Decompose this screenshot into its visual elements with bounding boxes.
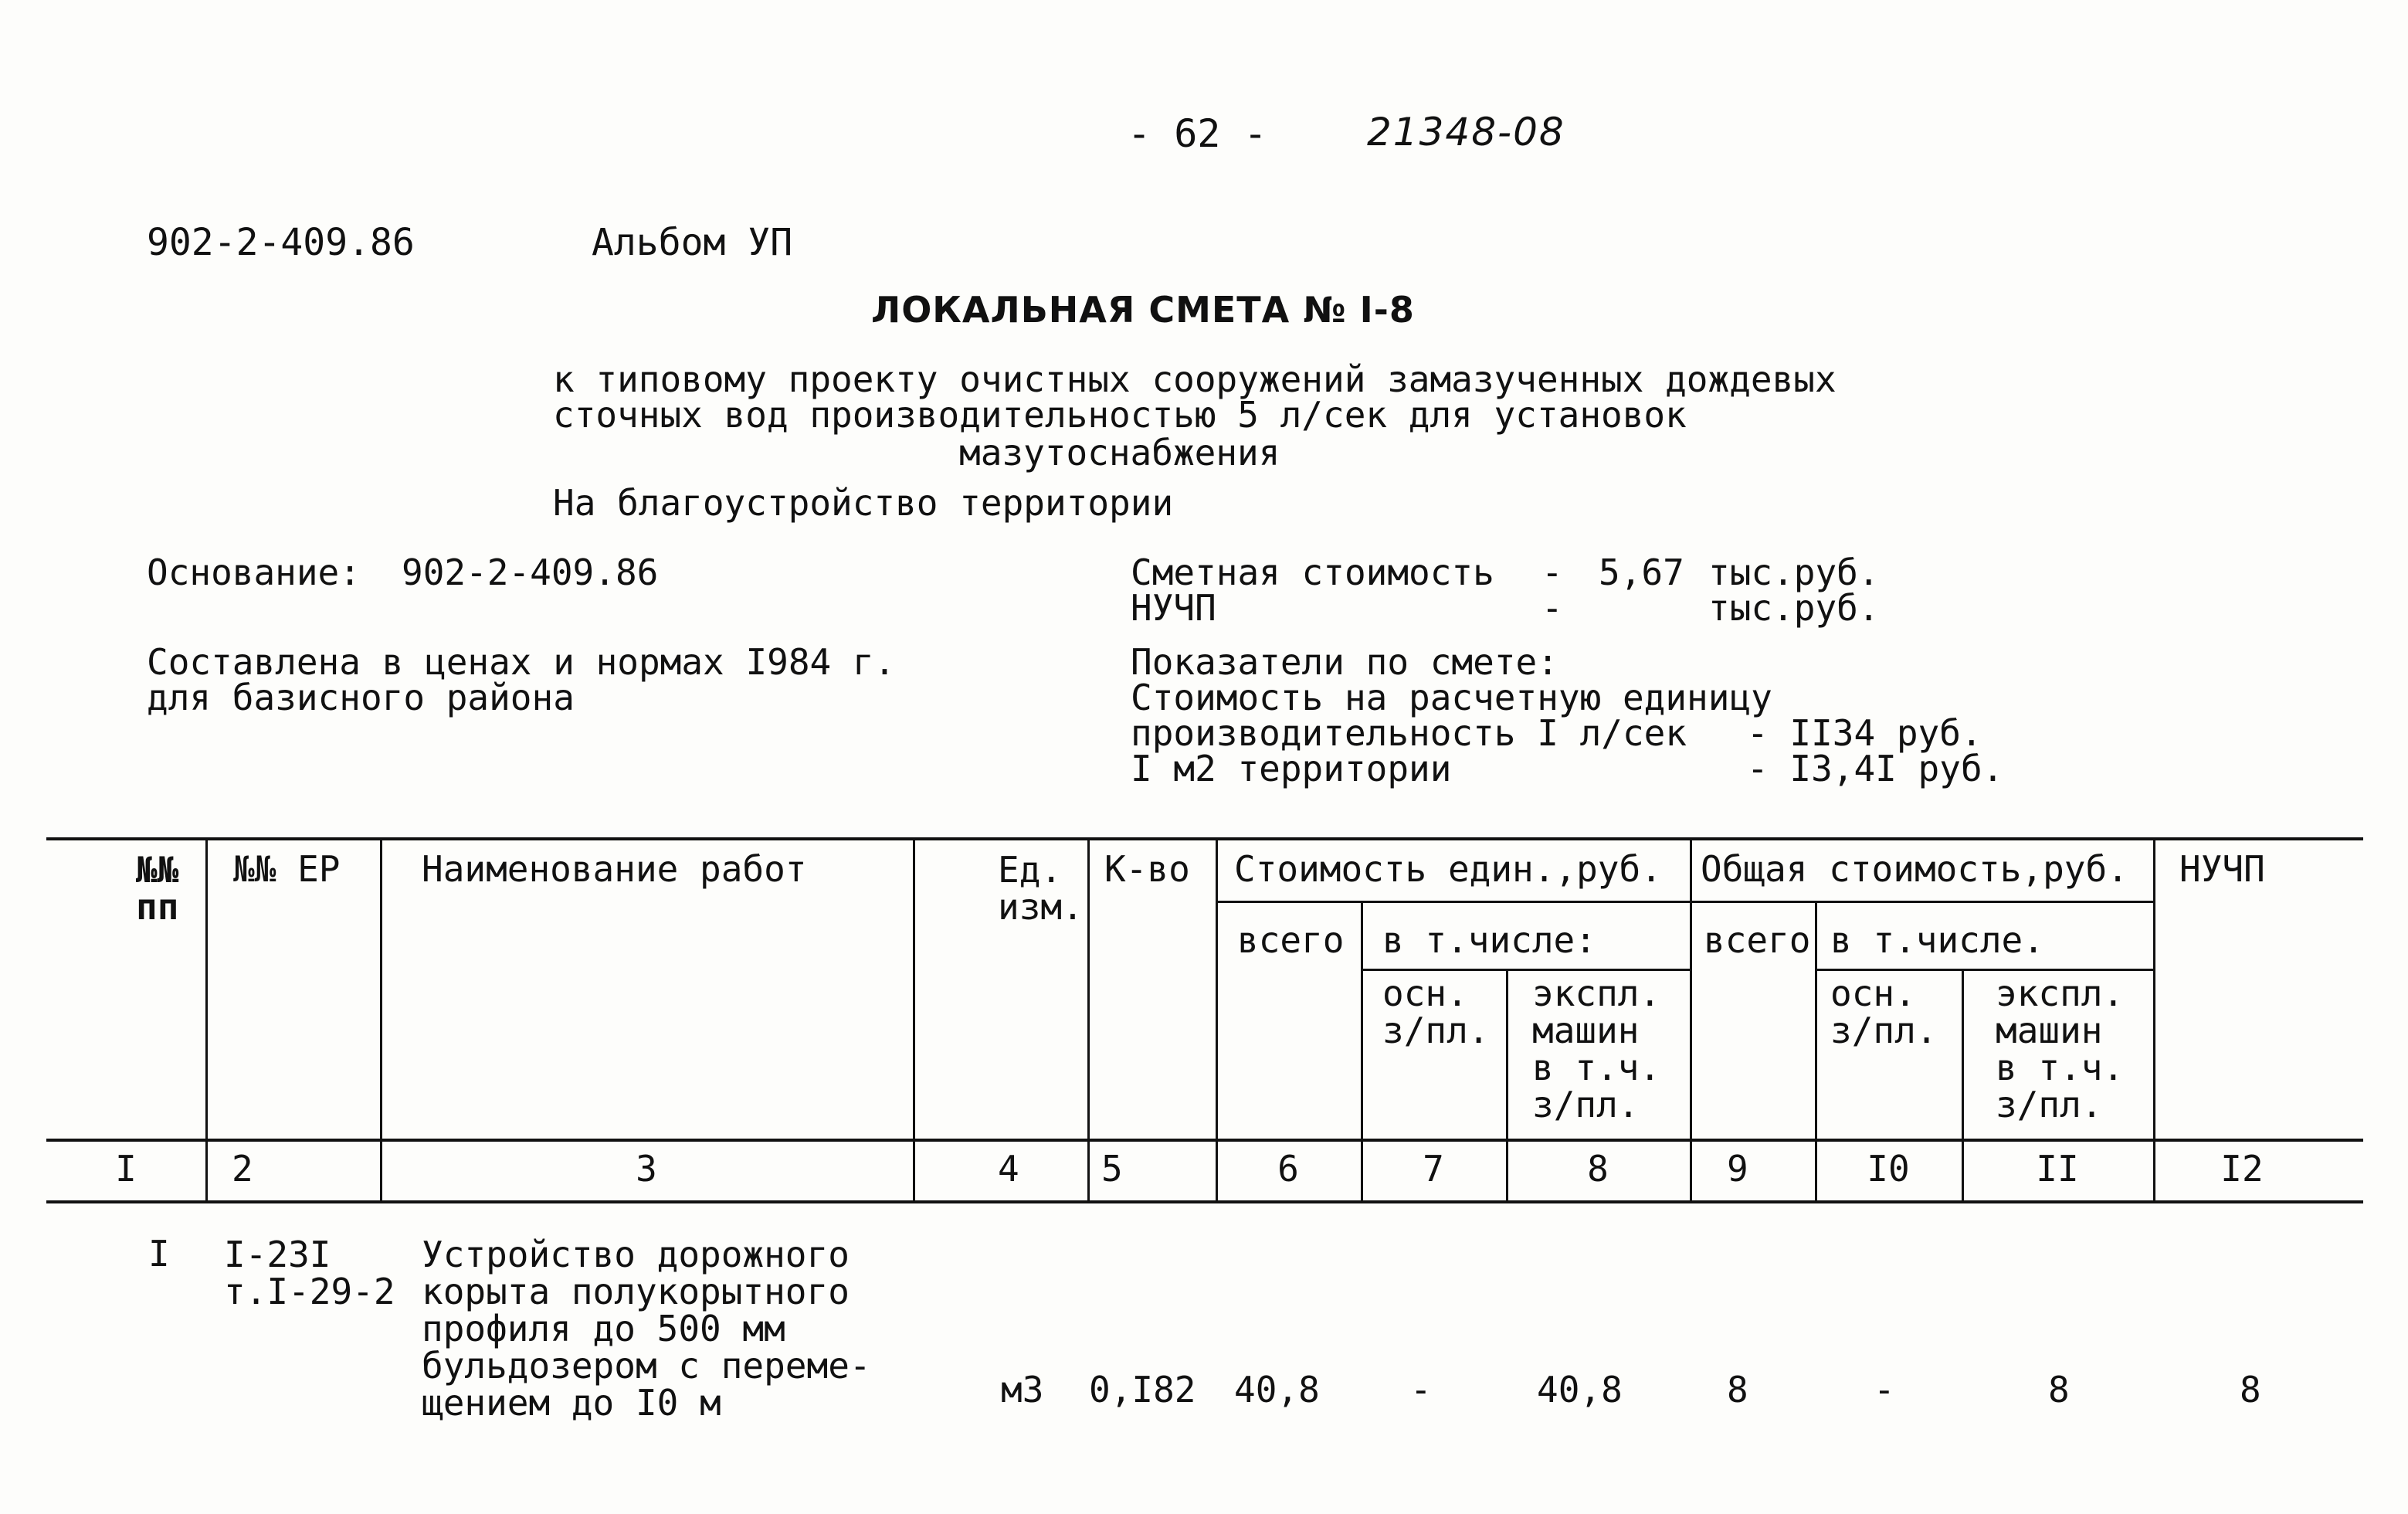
header-unit-cost: Стоимость един.,руб. (1234, 848, 1662, 890)
row-unit-ekspl: 40,8 (1537, 1369, 1623, 1410)
indicators-line2-label: производительность I л/сек (1131, 712, 1687, 754)
basis-label: Основание: (147, 552, 361, 593)
col-num: 4 (998, 1148, 1019, 1190)
header-total-ekspl: экспл. машин в т.ч. з/пл. (1996, 973, 2125, 1125)
indicators-line3-label: I м2 территории (1131, 748, 1452, 789)
indicators-line2-value: - II34 руб. (1747, 712, 1982, 754)
row-unit-total: 40,8 (1234, 1369, 1320, 1410)
nuchp-label: НУЧП (1131, 587, 1216, 629)
row-total-osn: - (1874, 1369, 1895, 1410)
prices-line1: Составлена в ценах и нормах I984 г. (147, 641, 896, 683)
nuchp-dash: - (1541, 587, 1563, 629)
cost-label: Сметная стоимость (1131, 552, 1494, 593)
nuchp-unit: тыс.руб. (1708, 587, 1880, 629)
cost-value: 5,67 (1599, 552, 1684, 593)
header-unit-total: всего (1237, 919, 1345, 961)
row-unit: м3 (1001, 1369, 1044, 1410)
header-unit: Ед. изм. (998, 849, 1084, 928)
col-num: 9 (1727, 1148, 1748, 1190)
estimate-subtitle-line3: мазутоснабжения (959, 432, 1280, 474)
col-num: II (2036, 1148, 2079, 1190)
header-nuchp: НУЧП (2179, 848, 2265, 890)
estimate-purpose: На благоустройство территории (553, 482, 1174, 524)
document-code: 21348-08 (1367, 110, 1565, 154)
header-name: Наименование работ (422, 848, 807, 890)
indicators-line3-value: - I3,4I руб. (1747, 748, 2004, 789)
row-qty: 0,I82 (1089, 1369, 1196, 1410)
header-total-incl: в т.числе. (1830, 919, 2044, 961)
col-num: 5 (1101, 1148, 1123, 1190)
header-num: №№ пп (136, 849, 179, 928)
header-qty: К-во (1104, 848, 1190, 890)
estimate-title: ЛОКАЛЬНАЯ СМЕТА № I-8 (871, 289, 1415, 331)
prices-line2: для базисного района (147, 677, 575, 718)
cost-dash: - (1541, 552, 1563, 593)
row-nuchp: 8 (2240, 1369, 2261, 1410)
estimate-subtitle: к типовому проекту очистных сооружений замазученных дождевых сточных вод производительностью 5 л/сек для установок (553, 358, 1837, 436)
page-number: - 62 - (1128, 111, 1267, 156)
row-total-ekspl: 8 (2048, 1369, 2070, 1410)
col-num: 8 (1587, 1148, 1609, 1190)
header-er: №№ ЕР (233, 848, 341, 890)
indicators-title: Показатели по смете: (1131, 641, 1558, 683)
indicators-line1: Стоимость на расчетную единицу (1131, 677, 1772, 718)
row-unit-osn: - (1410, 1369, 1432, 1410)
header-total-cost: Общая стоимость,руб. (1701, 848, 2128, 890)
row-er: I-23I т.I-29-2 (224, 1234, 395, 1312)
col-num: I2 (2220, 1148, 2264, 1190)
row-name: Устройство дорожного корыта полукорытного профиля до 500 мм бульдозером с переме- щением до I0 м (422, 1234, 871, 1424)
col-num: I0 (1867, 1148, 1910, 1190)
basis-value: 902-2-409.86 (402, 552, 659, 593)
col-num: 2 (232, 1148, 253, 1190)
header-total-osn: осн. з/пл. (1830, 973, 1938, 1051)
col-num: 6 (1277, 1148, 1299, 1190)
header-total-total: всего (1704, 919, 1811, 961)
col-num: 3 (636, 1148, 657, 1190)
header-unit-osn: осн. з/пл. (1382, 973, 1490, 1051)
col-num: I (115, 1148, 137, 1190)
col-num: 7 (1423, 1148, 1444, 1190)
project-code: 902-2-409.86 (147, 221, 415, 264)
row-total: 8 (1727, 1369, 1748, 1410)
cost-unit: тыс.руб. (1708, 552, 1880, 593)
row-num: I (148, 1233, 170, 1275)
header-unit-incl: в т.числе: (1382, 919, 1596, 961)
header-unit-ekspl: экспл. машин в т.ч. з/пл. (1532, 973, 1661, 1125)
album-label: Альбом УП (592, 221, 793, 264)
